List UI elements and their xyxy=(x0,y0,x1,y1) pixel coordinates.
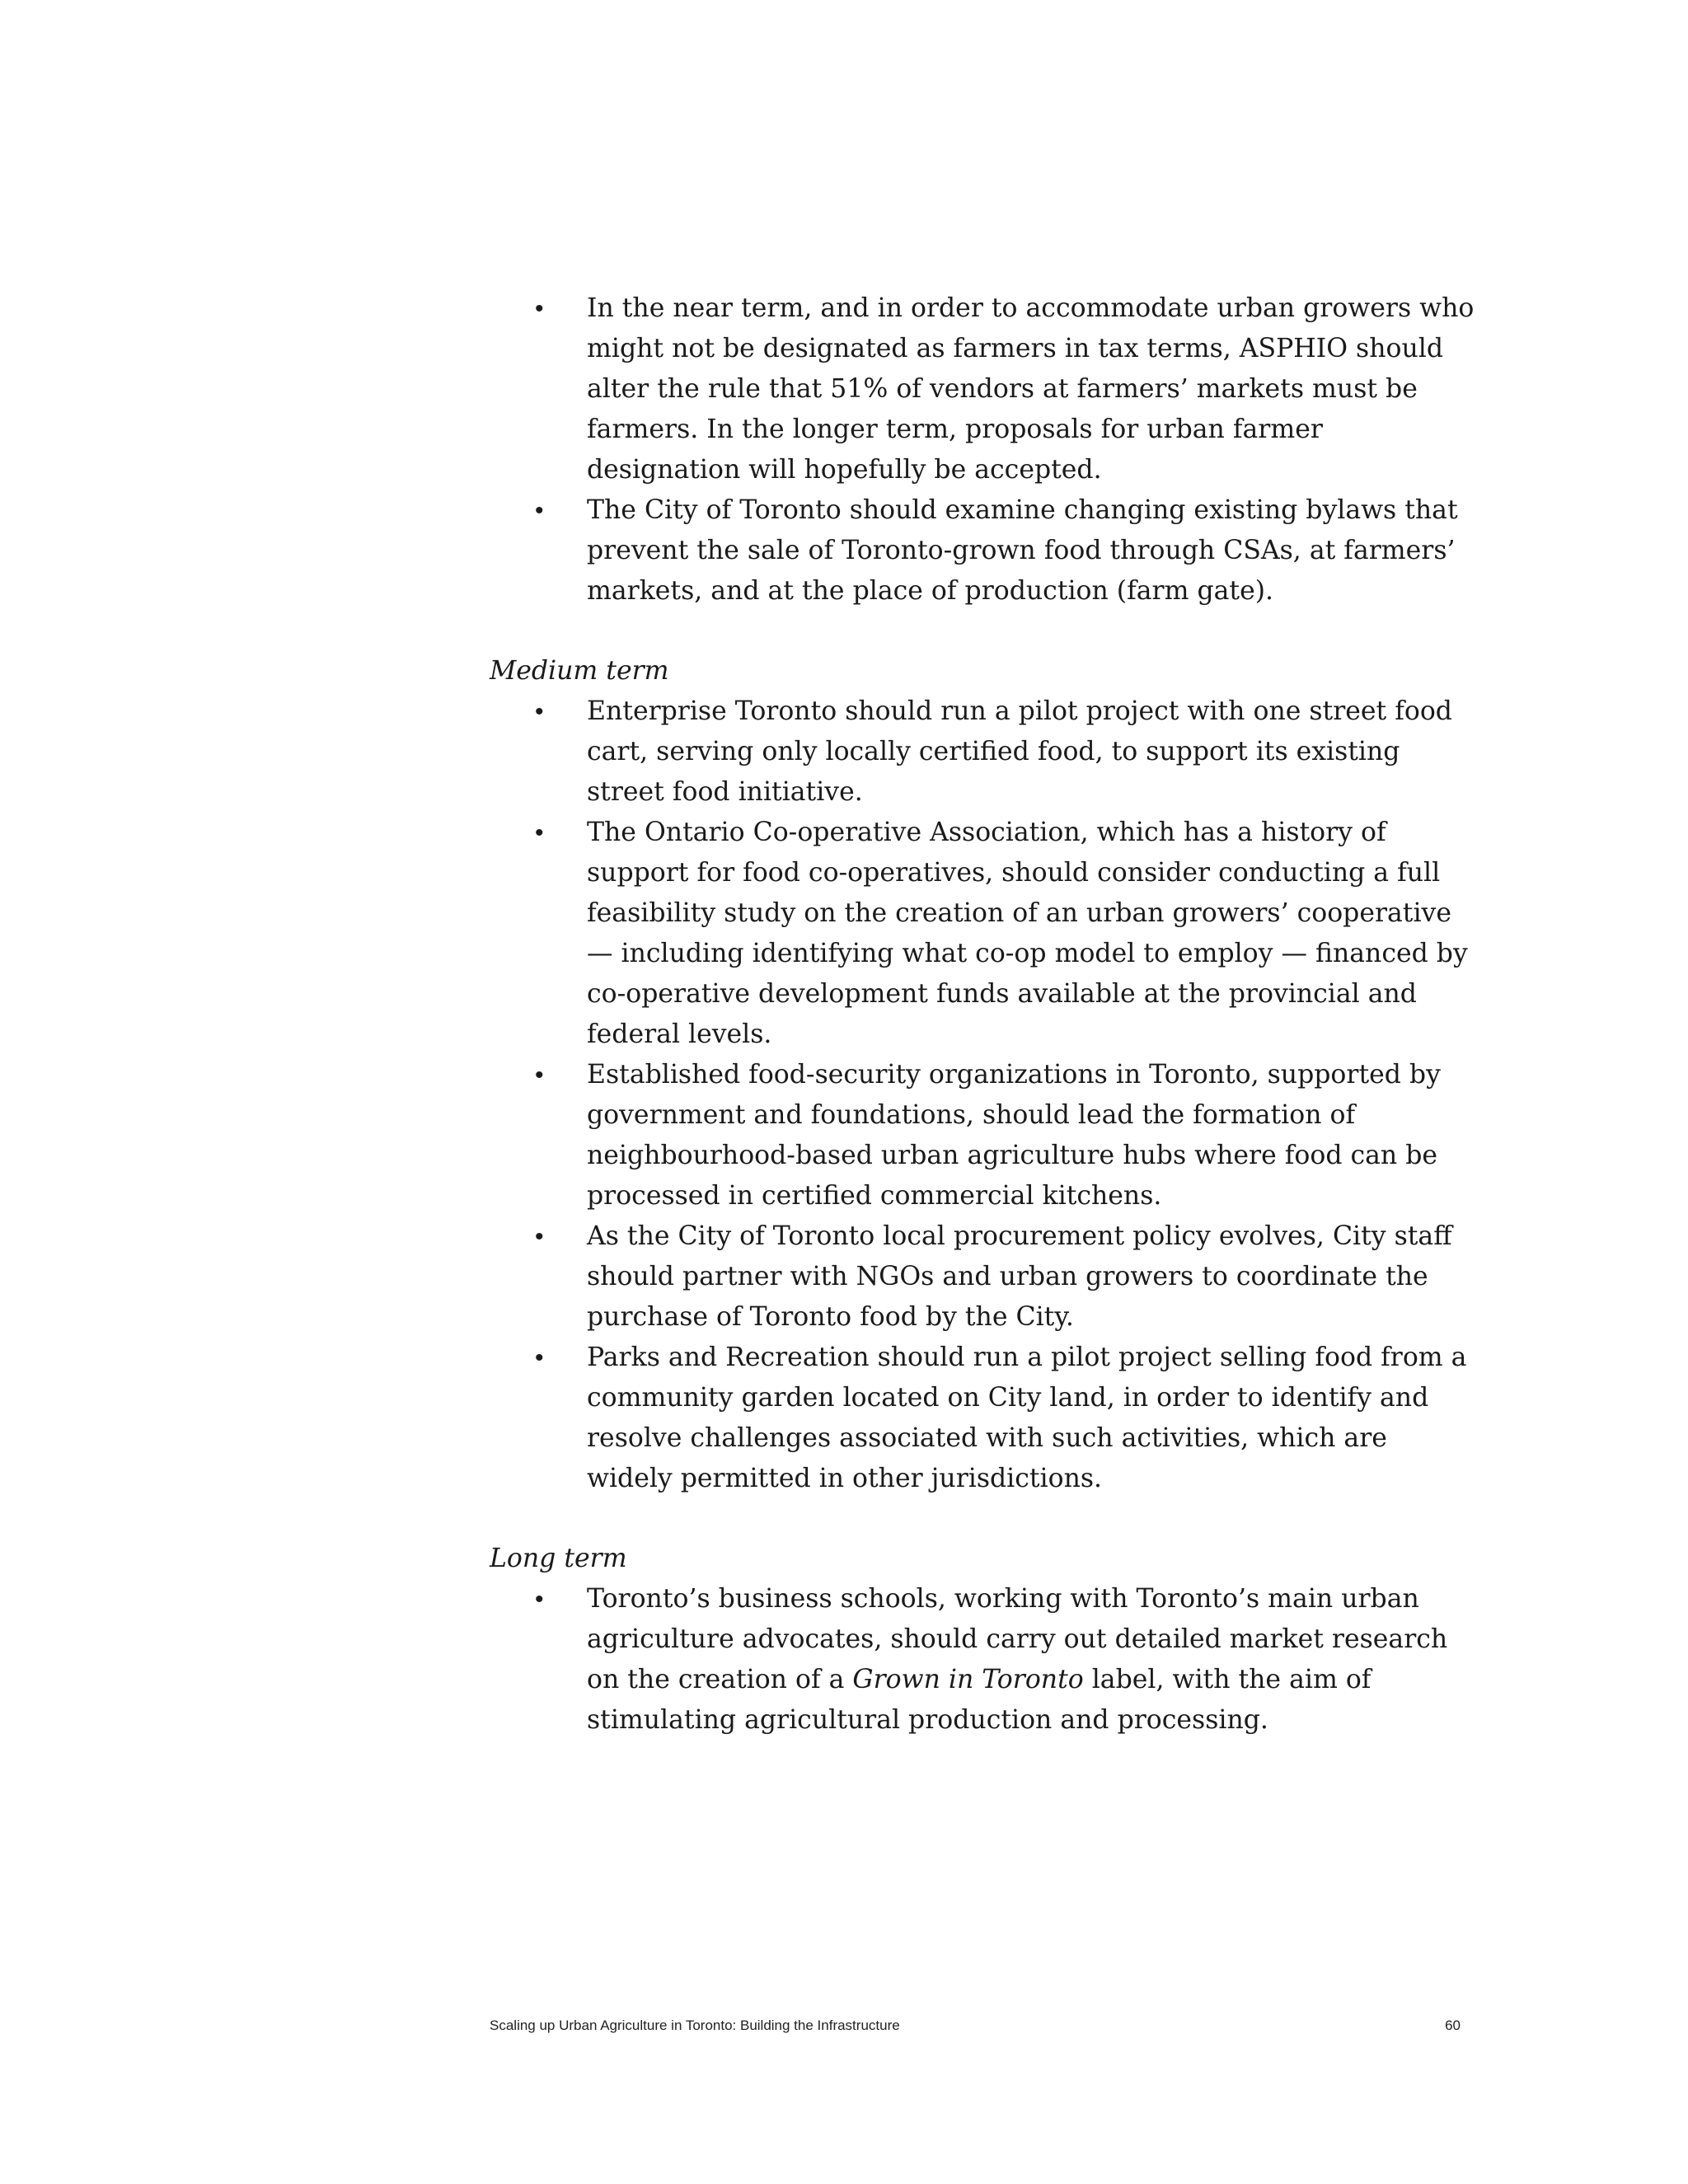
bullet-icon: • xyxy=(535,1062,544,1089)
list-item xyxy=(490,490,1479,612)
bullet-text: The City of Toronto should examine changing existing bylaws that prevent the sale of Toronto-grown food through CSAs, at farmers’ markets, and at the place of production (farm gate). xyxy=(587,495,1458,606)
page-content xyxy=(490,288,1479,1741)
bullet-text xyxy=(587,1584,1447,1735)
page-footer xyxy=(490,2018,1461,2034)
bullet-text: In the near term, and in order to accommodate urban growers who might not be designated as farmers in tax terms, ASPHIO should alter the rule that 51% of vendors at farmers’ markets must be farmers. In the longer term, proposals for urban farmer designation will hopefully be accepted. xyxy=(587,293,1475,485)
section-heading-long-term: Long term xyxy=(490,1544,627,1573)
list-item xyxy=(490,1055,1479,1216)
bullet-icon: • xyxy=(535,1586,544,1613)
bullet-text: As the City of Toronto local procurement policy evolves, City staff should partner with NGOs and urban growers to coordinate the purchase of Toronto food by the City. xyxy=(587,1221,1452,1332)
bullet-icon: • xyxy=(535,819,544,846)
list-item xyxy=(490,1338,1479,1499)
medium-term-section xyxy=(490,651,1479,1499)
bullet-text-after: label, with the aim of stimulating agricultural production and processing. xyxy=(587,1665,1372,1735)
bullet-icon: • xyxy=(535,1344,544,1371)
bullet-icon: • xyxy=(535,1223,544,1250)
long-term-section xyxy=(490,1539,1479,1741)
grown-in-toronto-label: Grown in Toronto xyxy=(852,1665,1084,1694)
bullet-icon: • xyxy=(535,698,544,725)
bullet-text: Parks and Recreation should run a pilot project selling food from a community garden located on City land, in order to identify and resolve challenges associated with such activities, which are widely permitted in other jurisdictions. xyxy=(587,1343,1467,1493)
medium-term-bullet-list xyxy=(490,691,1479,1499)
list-item xyxy=(490,813,1479,1055)
bullet-icon: • xyxy=(535,295,544,322)
page-number: 60 xyxy=(1445,2018,1461,2033)
bullet-text: Established food-security organizations in Toronto, supported by government and foundations, should lead the formation of neighbourhood-based urban agriculture hubs where food can be processed in certified commercial kitchens. xyxy=(587,1060,1441,1211)
list-item xyxy=(490,288,1479,490)
list-item xyxy=(490,691,1479,813)
bullet-icon: • xyxy=(535,497,544,524)
bullet-text: The Ontario Co-operative Association, which has a history of support for food co-operatives, should consider conducting a full feasibility study on the creation of an urban growers’ cooperative — including identifying what co-op model to employ — financed by co-operative development funds available at the provincial and federal levels. xyxy=(587,818,1468,1049)
bullet-text-before: Toronto’s business schools, working with Toronto’s main urban agriculture advocates, should carry out detailed market research on the creation of a xyxy=(587,1584,1448,1694)
list-item xyxy=(490,1579,1479,1741)
long-term-bullet-list xyxy=(490,1579,1479,1741)
bullet-text: Enterprise Toronto should run a pilot project with one street food cart, serving only locally certified food, to support its existing street food initiative. xyxy=(587,696,1452,807)
list-item xyxy=(490,1216,1479,1338)
footer-document-title: Scaling up Urban Agriculture in Toronto: Building the Infrastructure xyxy=(490,2018,900,2033)
near-term-bullet-list xyxy=(490,288,1479,612)
section-heading-medium-term: Medium term xyxy=(490,656,669,686)
